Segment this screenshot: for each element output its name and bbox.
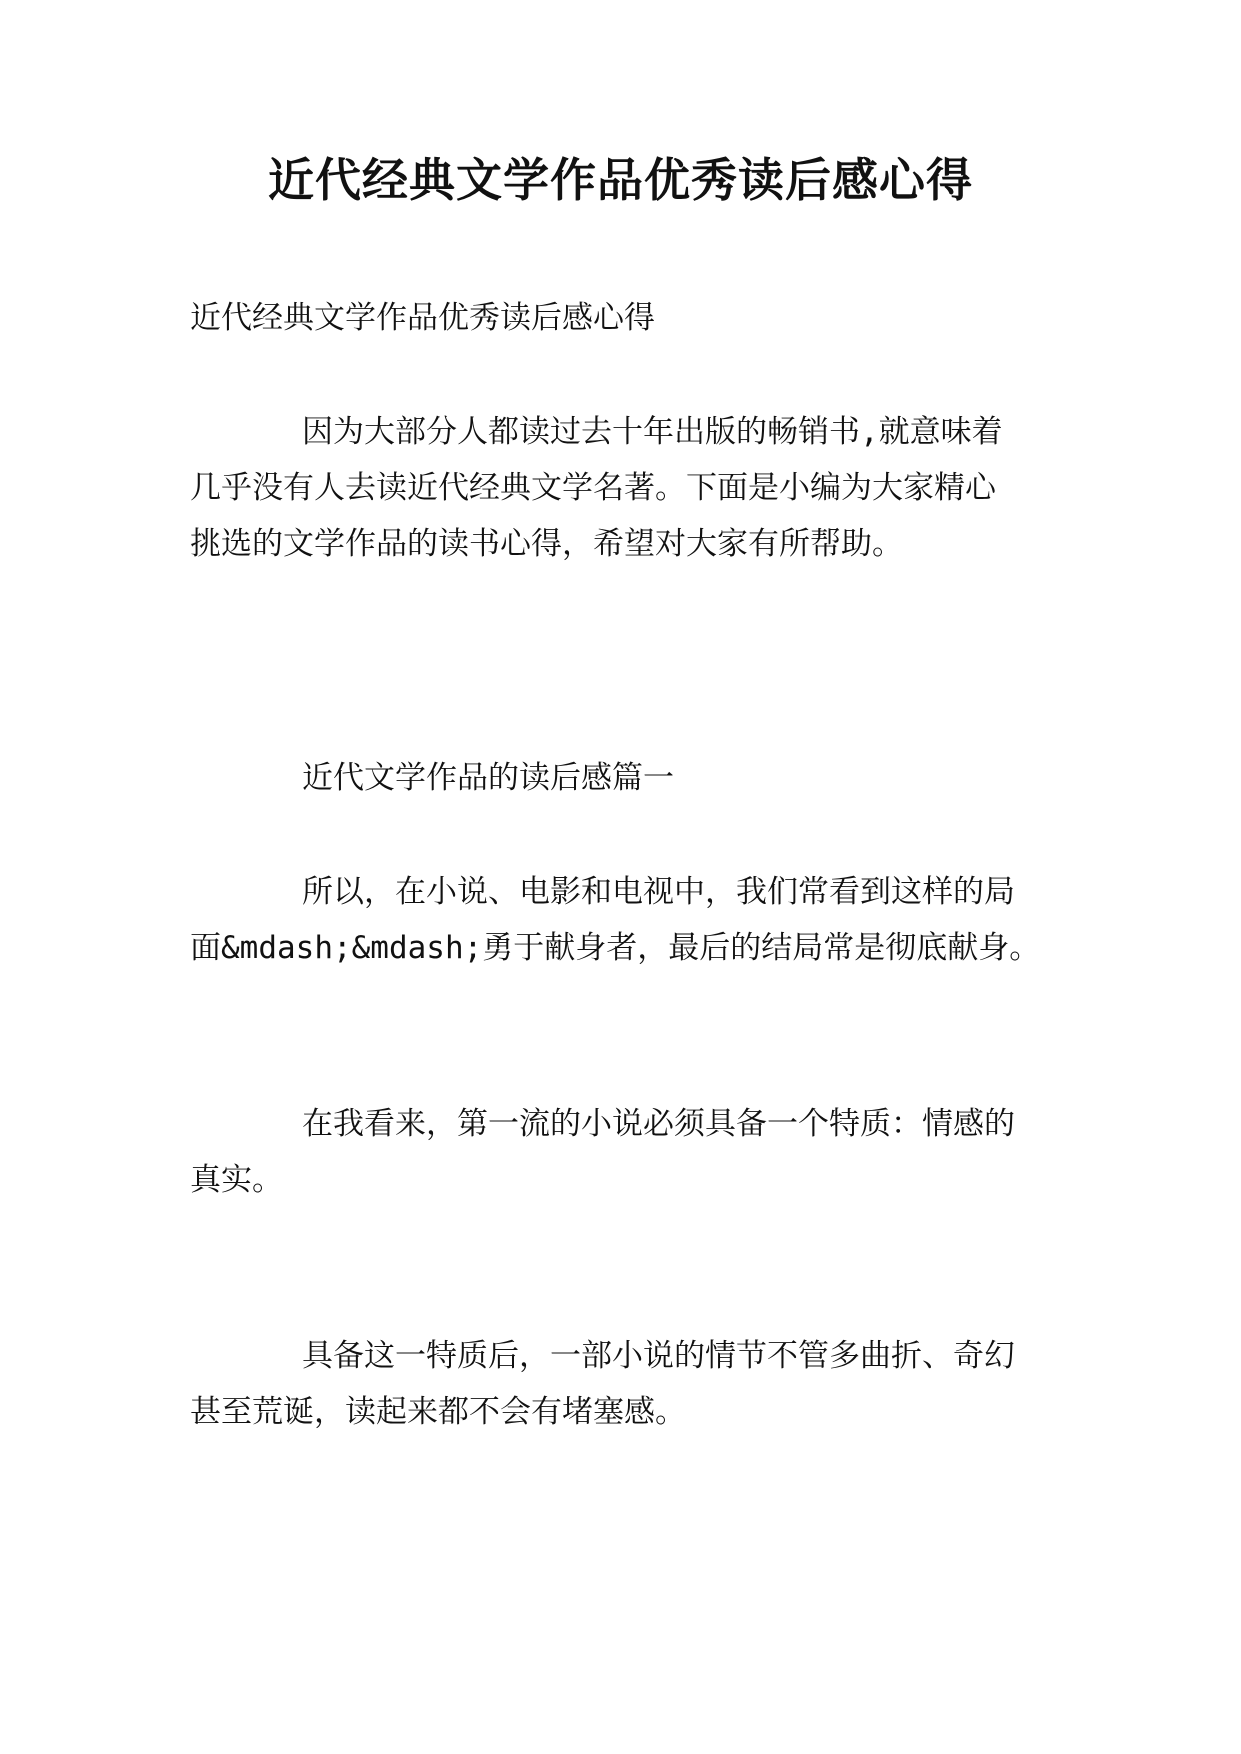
paragraph-line: 因为大部分人都读过去十年出版的畅销书,就意味着 — [302, 414, 1003, 450]
paragraph-line: 挑选的文学作品的读书心得，希望对大家有所帮助。 — [190, 526, 903, 562]
section-heading: 近代文学作品的读后感篇一 — [302, 760, 674, 796]
paragraph-line: 具备这一特质后，一部小说的情节不管多曲折、奇幻 — [302, 1338, 1015, 1374]
document-subtitle: 近代经典文学作品优秀读后感心得 — [190, 300, 655, 336]
paragraph-line: 甚至荒诞，读起来都不会有堵塞感。 — [190, 1394, 686, 1430]
paragraph-line: 面&mdash;&mdash;勇于献身者，最后的结局常是彻底献身。 — [190, 930, 1041, 966]
paragraph-line: 在我看来，第一流的小说必须具备一个特质：情感的 — [302, 1106, 1015, 1142]
document-title: 近代经典文学作品优秀读后感心得 — [268, 153, 973, 207]
paragraph-line: 真实。 — [190, 1162, 283, 1198]
paragraph-line: 所以，在小说、电影和电视中，我们常看到这样的局 — [302, 874, 1015, 910]
paragraph-line: 几乎没有人去读近代经典文学名著。下面是小编为大家精心 — [190, 470, 996, 506]
